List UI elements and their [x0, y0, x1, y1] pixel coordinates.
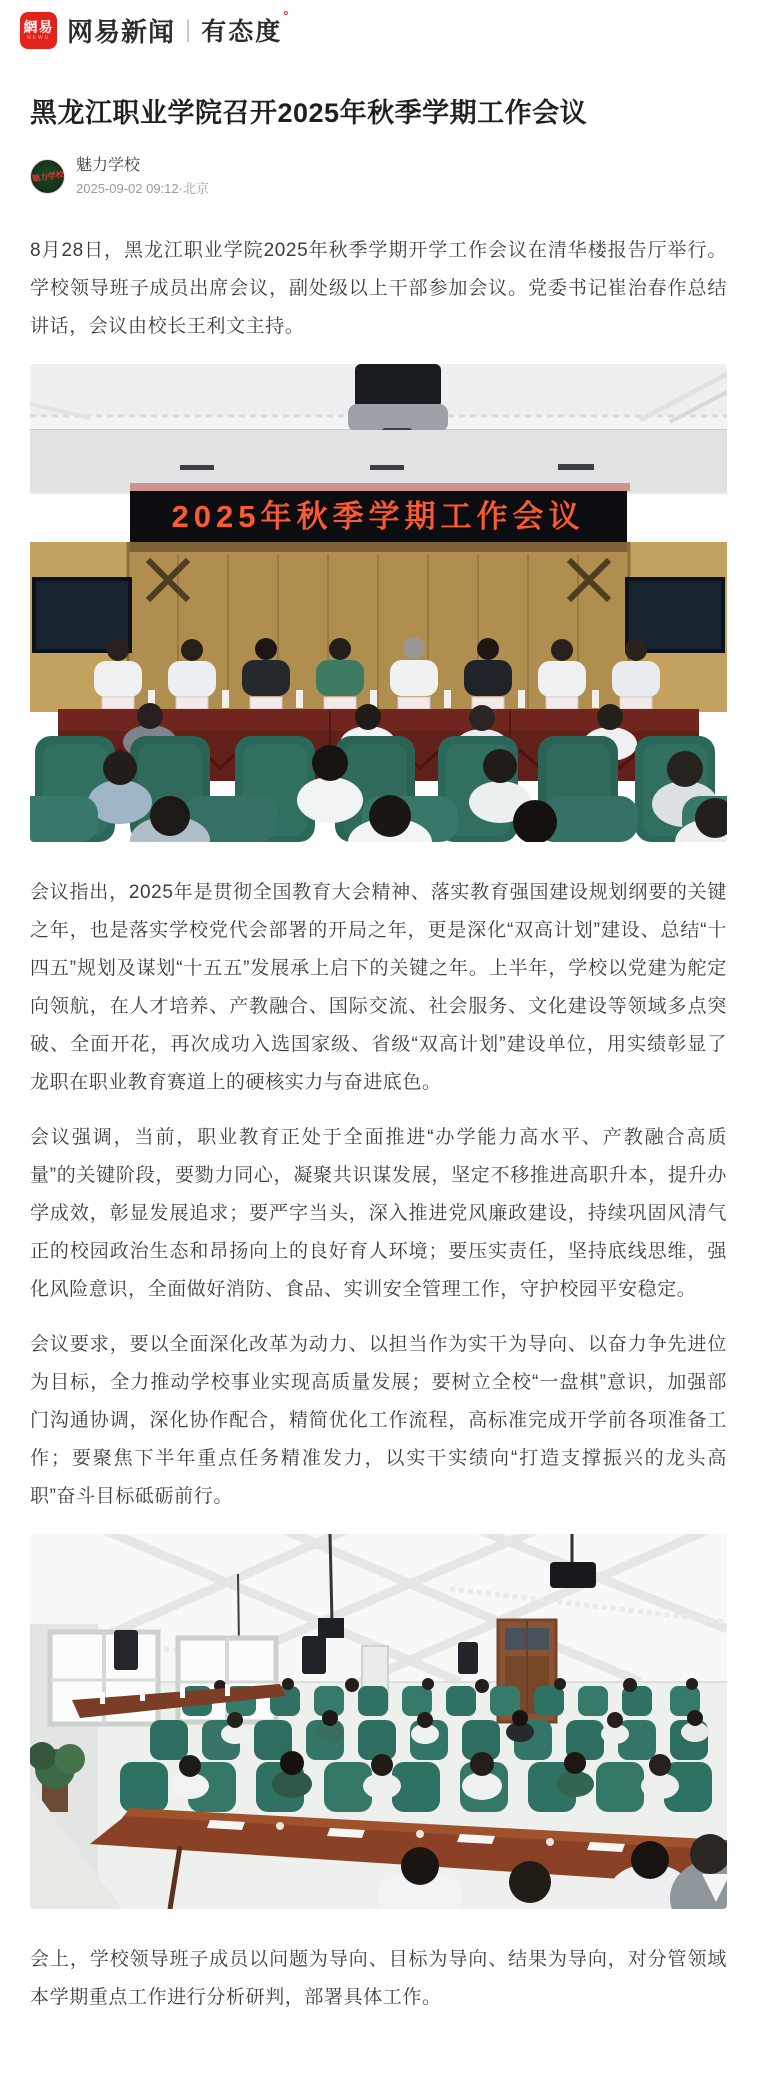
meeting-photo-front-scene [30, 364, 727, 842]
meeting-photo-side [30, 1534, 727, 1909]
paragraph-2: 会议指出，2025年是贯彻全国教育大会精神、落实教育强国建设规划纲要的关键之年，也是落实学校党代会部署的开局之年，更是深化“双高计划”建设、总结“十四五”规划及谋划“十五五”发展承上启下的关键之年。上半年，学校以党建为舵定向领航，在人才培养、产教融合、国际交流、社会服务、文化建设等领域多点突破、全面开花，再次成功入选国家级、省级“双高计划”建设单位，用实绩彰显了龙职在职业教育赛道上的硬核实力与奋进底色。 [30, 882, 727, 1093]
paragraph-3: 会议强调，当前，职业教育正处于全面推进“办学能力高水平、产教融合高质量”的关键阶段，要勠力同心，凝聚共识谋发展，坚定不移推进高职升本，提升办学成效，彰显发展追求；要严字当头，深入推进党风廉政建设，持续巩固风清气正的校园政治生态和昂扬向上的良好育人环境；要压实责任，坚持底线思维，强化风险意识，全面做好消防、食品、实训安全管理工作，守护校园平安稳定。 [30, 1127, 727, 1300]
author-avatar[interactable] [30, 159, 65, 194]
brand-divider: | [185, 16, 192, 43]
meeting-photo-front [30, 364, 727, 842]
slogan-mark: ° [283, 8, 291, 23]
article-body [30, 232, 727, 2017]
publish-timestamp: 2025-09-02 09:12·北京 [76, 181, 209, 196]
meeting-photo-side-scene [30, 1534, 727, 1909]
paragraph-5: 会上，学校领导班子成员以问题为导向、目标为导向、结果为导向，对分管领域本学期重点工作进行分析研判，部署具体工作。 [30, 1949, 727, 2008]
brand-slogan: 有态度° [201, 8, 291, 46]
site-header [0, 0, 757, 52]
author-row [30, 156, 727, 197]
author-name[interactable]: 魅力学校 [76, 157, 141, 174]
netease-logo-sub: NEWS [27, 34, 50, 41]
meeting-banner [130, 491, 627, 542]
netease-logo-text: 網易 [23, 18, 54, 35]
side-screen-right [627, 579, 723, 651]
netease-logo[interactable] [20, 12, 57, 49]
paragraph-4: 会议要求，要以全面深化改革为动力、以担当作为实干为导向、以奋力争先进位为目标，全力推动学校事业实现高质量发展；要树立全校“一盘棋”意识，加强部门沟通协调，深化协作配合，精简优化工作流程，高标准完成开学前各项准备工作；要聚焦下半年重点任务精准发力，以实干实绩向“打造支撑振兴的龙头高职”奋斗目标砥砺前行。 [30, 1334, 727, 1507]
meeting-banner-text: 2025年秋季学期工作会议 [171, 499, 585, 534]
brand-name[interactable]: 网易新闻 [67, 16, 176, 47]
article-title: 黑龙江职业学院召开2025年秋季学期工作会议 [30, 98, 588, 128]
paragraph-1: 8月28日，黑龙江职业学院2025年秋季学期开学工作会议在清华楼报告厅举行。学校领导班子成员出席会议，副处级以上干部参加会议。党委书记崔治春作总结讲话，会议由校长王利文主持。 [30, 240, 727, 337]
author-meta [76, 156, 209, 197]
article-content [0, 96, 757, 2017]
author-avatar-text: 魅力学校 [31, 169, 64, 184]
